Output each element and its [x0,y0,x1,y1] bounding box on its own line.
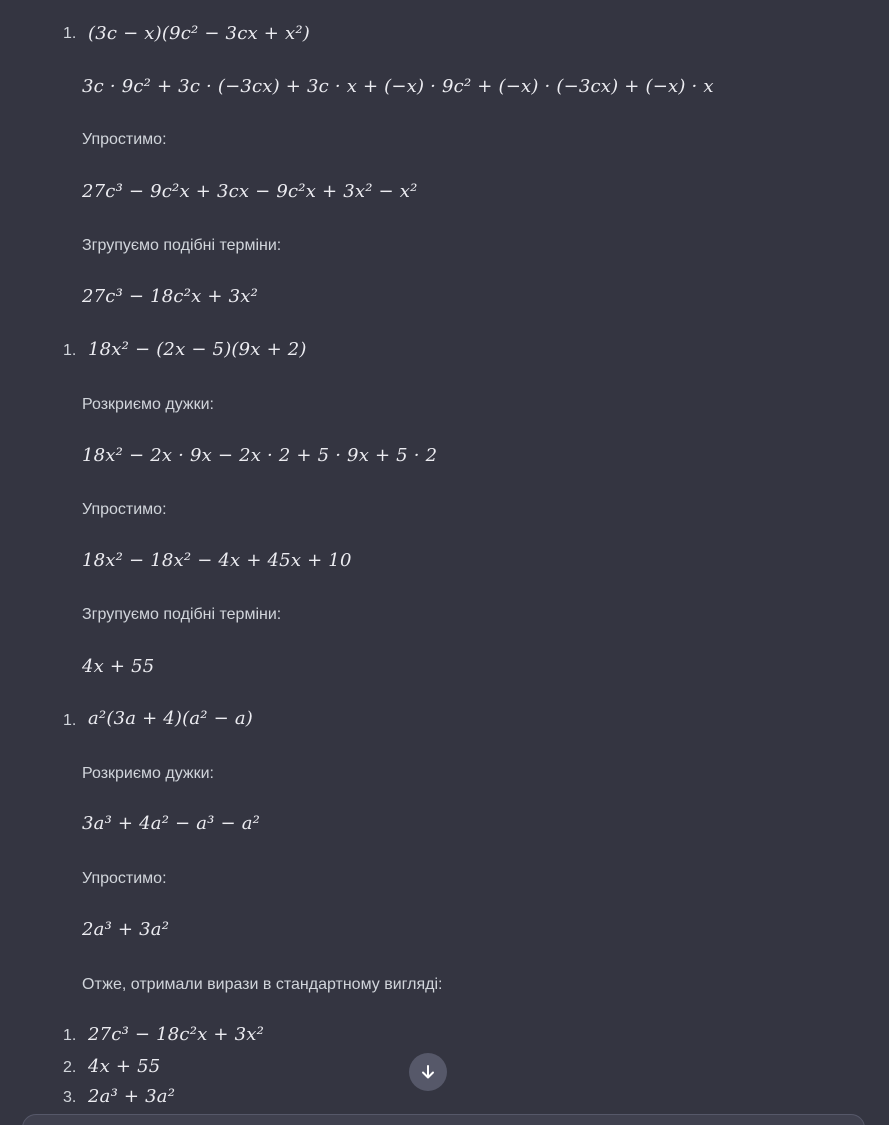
step-label: Розкриємо дужки: [82,765,214,782]
list-number: 1. [63,712,77,729]
problem-expression: a²(3a + 4)(a² − a) [88,708,254,729]
step-label: Упростимо: [82,870,167,887]
step-label: Упростимо: [82,131,167,148]
step-label: Упростимо: [82,501,167,518]
step-label: Згрупуємо подібні терміни: [82,606,282,623]
result-expression: 2a³ + 3a² [88,1086,176,1107]
result-expression: 4x + 55 [88,1056,161,1077]
math-step: 3c · 9c² + 3c · (−3cx) + 3c · x + (−x) · 9c² + (−x) · (−3cx) + (−x) · x [82,76,714,97]
arrow-down-icon [419,1063,437,1081]
math-step: 3a³ + 4a² − a³ − a² [82,813,261,834]
list-number: 1. [63,25,77,42]
list-number: 1. [63,342,77,359]
step-label: Розкриємо дужки: [82,396,214,413]
math-step: 18x² − 18x² − 4x + 45x + 10 [82,550,352,571]
scroll-to-bottom-button[interactable] [409,1053,447,1091]
result-expression: 27c³ − 18c²x + 3x² [88,1024,265,1045]
math-step: 27c³ − 9c²x + 3cx − 9c²x + 3x² − x² [82,181,418,202]
math-step: 27c³ − 18c²x + 3x² [82,286,259,307]
math-step: 2a³ + 3a² [82,919,170,940]
message-composer[interactable] [22,1114,865,1125]
conclusion-text: Отже, отримали вирази в стандартному вигляді: [82,976,443,993]
math-step: 18x² − 2x · 9x − 2x · 2 + 5 · 9x + 5 · 2 [82,445,438,466]
problem-expression: 18x² − (2x − 5)(9x + 2) [88,339,307,360]
step-label: Згрупуємо подібні терміни: [82,237,282,254]
result-number: 2. [63,1059,77,1076]
math-step: 4x + 55 [82,656,155,677]
problem-expression: (3c − x)(9c² − 3cx + x²) [88,23,310,44]
result-number: 3. [63,1089,77,1106]
result-number: 1. [63,1027,77,1044]
